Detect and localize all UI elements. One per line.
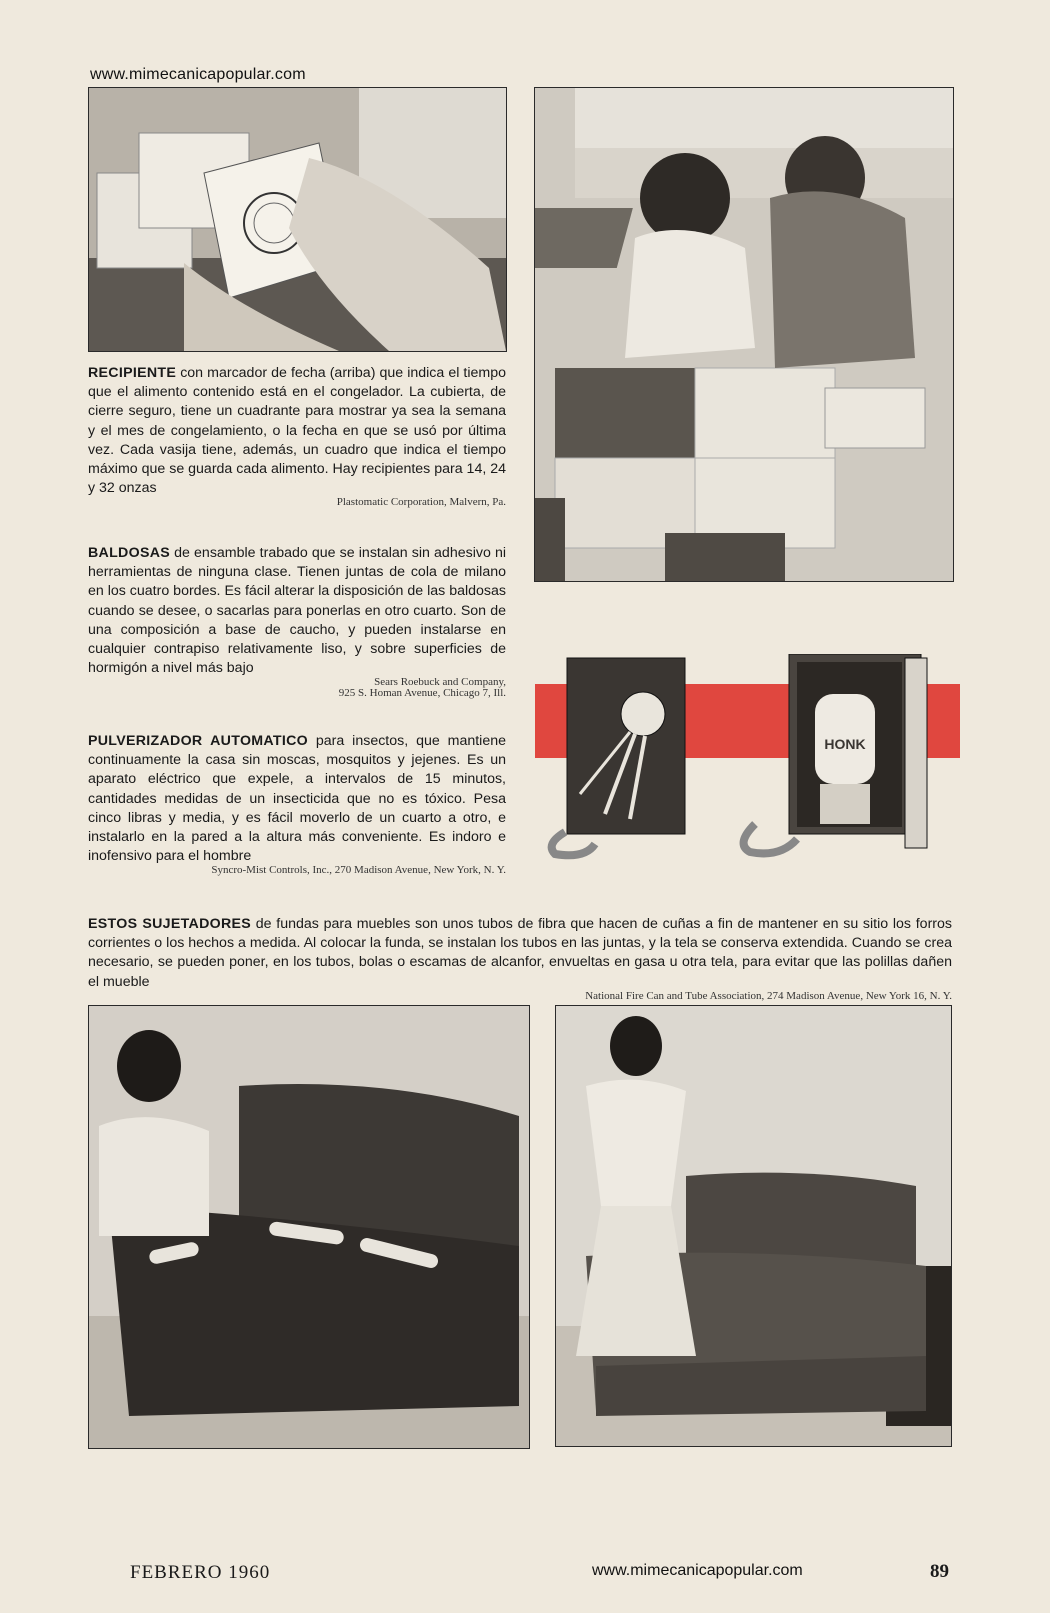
footer-url: www.mimecanicapopular.com xyxy=(592,1562,803,1579)
article-pulverizador xyxy=(88,732,506,877)
article-lead: RECIPIENTE xyxy=(88,365,177,381)
sofa-covered-photo xyxy=(555,1005,952,1447)
article-credit: Syncro-Mist Controls, Inc., 270 Madison Avenue, New York, N. Y. xyxy=(211,864,506,877)
article-body: de ensamble trabado que se instalan sin adhesivo ni herramientas de ninguna clase. Tienen juntas de cola de milano en los cuatro bordes. Es fácil alterar la disposición de las baldosas cuando se desee, o sacarlas para ponerlas en otro cuarto. Son de una composición a base de caucho, y pueden instalarse en cualquier contrapiso relativamente liso, y sobre superficies de hormigón a nivel más bajo xyxy=(88,545,506,677)
article-lead: ESTOS SUJETADORES xyxy=(88,916,252,932)
article-lead: BALDOSAS xyxy=(88,545,171,561)
article-lead: PULVERIZADOR AUTOMATICO xyxy=(88,733,308,749)
article-sujetadores xyxy=(88,915,952,1003)
article-body: para insectos, que mantiene continuamente la casa sin moscas, mosquitos y jejenes. Es un aparato eléctrico que expele, a intervalos de 15 minutos, cantidades medidas de un insecticida que no es tóxico. Pesa cinco libras y media, y es fácil moverlo de un cuarto a otro, e instalarlo en la pared a la altura más conveniente. Es indoro e inofensivo para el hombre xyxy=(88,733,506,865)
article-recipiente xyxy=(88,364,506,509)
article-body: con marcador de fecha (arriba) que indica el tiempo que el alimento contenido está en el congelador. La cubierta, de cierre seguro, tiene un cuadrante para mostrar ya sea la semana y el mes de congelamiento, o la fecha en que se usó por última vez. Cada vasija tiene, además, un cuadro que indica el tiempo máximo que se guarda cada alimento. Hay recipientes para 14, 24 y 32 onzas xyxy=(88,365,506,497)
insect-sprayer-photo xyxy=(535,654,960,862)
article-baldosas xyxy=(88,544,506,700)
article-body: de fundas para muebles son unos tubos de fibra que hacen de cuñas a fin de mantener en su sitio los forros corrientes o los hechos a medida. Al colocar la funda, se instalan los tubos en las juntas, y la tela se conserva extendida. Cuando se crea necesario, se pueden poner, en los tubos, bolas o escamas de alcanfor, envueltas en gasa u otra tela, para evitar que las polillas dañen el mueble xyxy=(88,916,953,990)
container-photo xyxy=(88,87,507,352)
article-credit: Plastomatic Corporation, Malvern, Pa. xyxy=(336,496,506,509)
header-url: www.mimecanicapopular.com xyxy=(90,66,306,83)
page-number: 89 xyxy=(930,1561,949,1582)
sprayer-label-text: HONK xyxy=(824,736,866,752)
sofa-tubes-photo xyxy=(88,1005,530,1449)
article-credit: Sears Roebuck and Company, xyxy=(374,676,506,689)
article-credit: National Fire Can and Tube Association, 274 Madison Avenue, New York 16, N. Y. xyxy=(585,989,952,1002)
article-credit: 925 S. Homan Avenue, Chicago 7, Ill. xyxy=(338,687,506,700)
floor-tiles-photo xyxy=(534,87,954,582)
issue-date: FEBRERO 1960 xyxy=(130,1562,271,1583)
